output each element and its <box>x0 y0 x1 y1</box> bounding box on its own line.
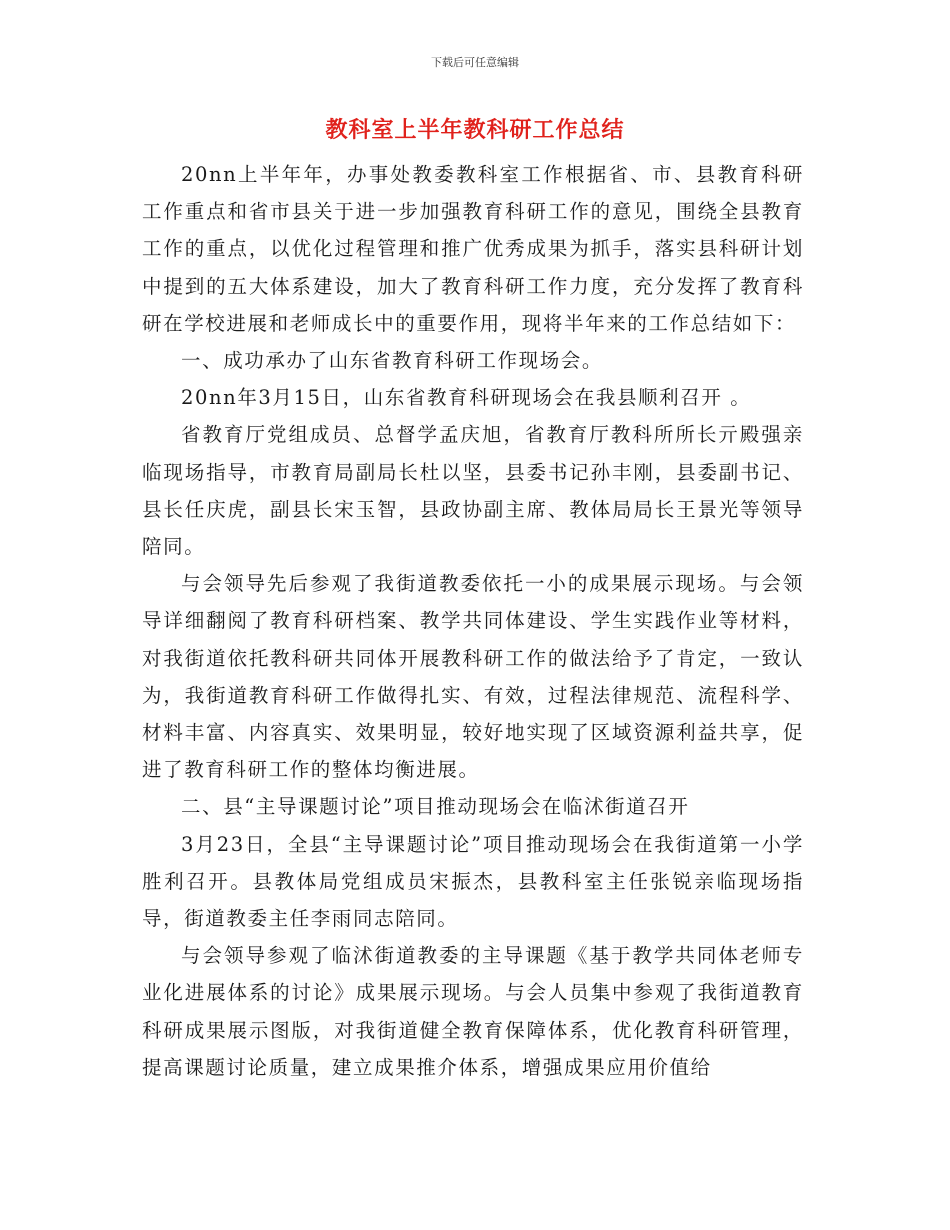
section-heading-2: 二、县“主导课题讨论”项目推动现场会在临沭街道召开 <box>181 795 690 819</box>
document-body <box>142 156 804 1086</box>
section-heading-1: 一、成功承办了山东省教育科研工作现场会。 <box>181 349 604 373</box>
document-title: 教科室上半年教科研工作总结 <box>325 117 625 143</box>
paragraph: 3月23日，全县“主导课题讨论”项目推动现场会在我街道第一小学胜利召开。县教体局党组成员宋振杰，县教科室主任张锐亲临现场指导，街道教委主任李雨同志陪同。 <box>142 832 804 931</box>
paragraph: 与会领导先后参观了我街道教委依托一小的成果展示现场。与会领导详细翻阅了教育科研档案、教学共同体建设、学生实践作业等材料，对我街道依托教科研共同体开展教科研工作的做法给予了肯定，一致认为，我街道教育科研工作做得扎实、有效，过程法律规范、流程科学、材料丰富、内容真实、效果明显，较好地实现了区域资源利益共享，促进了教育科研工作的整体均衡进展。 <box>142 572 804 782</box>
paragraph-intro: 20nn上半年年，办事处教委教科室工作根据省、市、县教育科研工作重点和省市县关于进一步加强教育科研工作的意见，围绕全县教育工作的重点，以优化过程管理和推广优秀成果为抓手，落实县科研计划中提到的五大体系建设，加大了教育科研工作力度，充分发挥了教育科研在学校进展和老师成长中的重要作用，现将半年来的工作总结如下： <box>142 163 804 335</box>
page-header: 下载后可任意编辑 <box>431 56 519 69</box>
paragraph: 与会领导参观了临沭街道教委的主导课题《基于教学共同体老师专业化进展体系的讨论》成果展示现场。与会人员集中参观了我街道教育科研成果展示图版，对我街道健全教育保障体系，优化教育科研管理，提高课题讨论质量，建立成果推介体系，增强成果应用价值给 <box>142 944 804 1079</box>
paragraph: 省教育厅党组成员、总督学孟庆旭，省教育厅教科所所长亓殿强亲临现场指导，市教育局副局长杜以坚，县委书记孙丰刚，县委副书记、县长任庆虎，副县长宋玉智，县政协副主席、教体局局长王景光等领导陪同。 <box>142 423 804 559</box>
paragraph: 20nn年3月15日，山东省教育科研现场会在我县顺利召开 。 <box>181 386 752 410</box>
